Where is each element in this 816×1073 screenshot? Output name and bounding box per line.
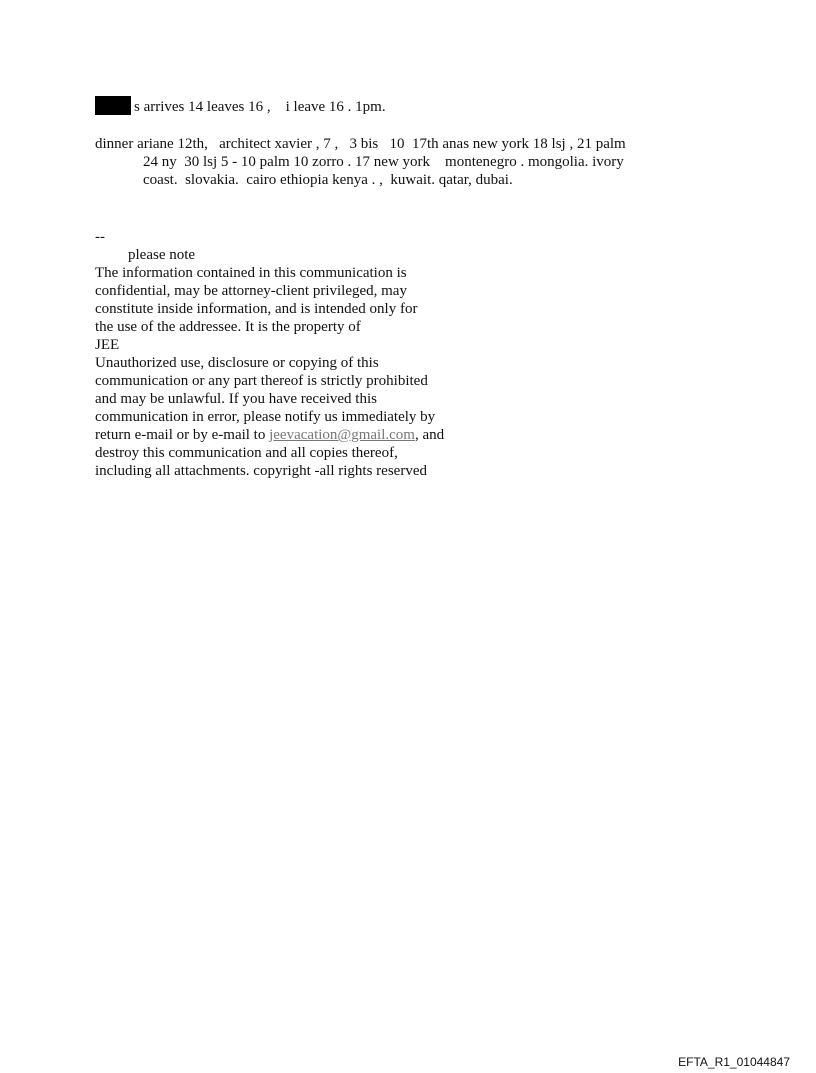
email-prefix-text: return e-mail or by e-mail to	[95, 427, 270, 443]
schedule-line-3: coast. slovakia. cairo ethiopia kenya . , kuwait. qatar, dubai.	[143, 172, 513, 188]
disclaimer-line: the use of the addressee. It is the property of	[95, 319, 361, 335]
email-suffix-text: , and	[414, 427, 445, 443]
disclaimer-line: communication or any part thereof is strictly prohibited	[95, 373, 428, 389]
schedule-block	[95, 135, 695, 189]
schedule-line-2: 24 ny 30 lsj 5 - 10 palm 10 zorro . 17 new york montenegro . mongolia. ivory	[143, 154, 624, 170]
disclaimer-line: The information contained in this communication is	[95, 265, 407, 281]
disclaimer-line: including all attachments. copyright -all rights reserved	[95, 463, 427, 479]
please-note-heading: please note	[128, 247, 196, 263]
email-signature	[95, 228, 515, 480]
header-line-text: s arrives 14 leaves 16 , i leave 16 . 1pm.	[134, 99, 386, 115]
redaction-box	[95, 96, 131, 115]
signature-separator: --	[95, 229, 105, 245]
email-link[interactable]: jeevacation@gmail.com	[269, 427, 415, 443]
disclaimer-line: constitute inside information, and is intended only for	[95, 301, 418, 317]
disclaimer-line: communication in error, please notify us immediately by	[95, 409, 436, 425]
disclaimer-email-line	[95, 426, 515, 444]
disclaimer-line: Unauthorized use, disclosure or copying of this	[95, 355, 379, 371]
schedule-line-1: dinner ariane 12th, architect xavier , 7 , 3 bis 10 17th anas new york 18 lsj , 21 palm	[95, 136, 626, 152]
disclaimer-line: JEE	[95, 337, 120, 353]
disclaimer-line: and may be unlawful. If you have received this	[95, 391, 377, 407]
header-line	[95, 96, 386, 116]
disclaimer-line: confidential, may be attorney-client privileged, may	[95, 283, 407, 299]
document-id: EFTA_R1_01044847	[678, 1055, 790, 1069]
disclaimer-line: destroy this communication and all copies thereof,	[95, 445, 398, 461]
